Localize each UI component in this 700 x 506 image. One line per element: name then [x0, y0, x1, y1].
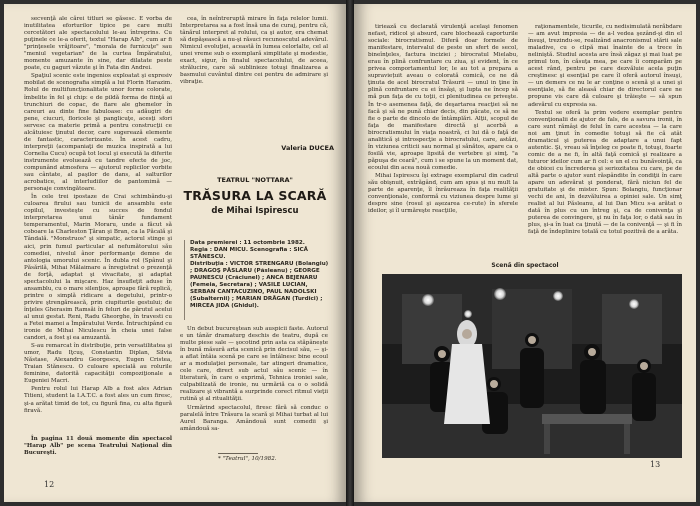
paragraph: Mihai Ispirescu îşi extrage exemplarul din cadrul său obişnuit, extrăgând, cum am spus şi nu mult la parte de aparenţe, îl înrâureaza în faţa realităţii convenţionale, conformă cu viziunea despre lume şi despre sine (rosul şi aşezarea ce-rute) în sferele ideilor, şi îl urmăreşte reacţiile, [368, 172, 518, 215]
paragraph: S-au remarcat în distribuţie, prin versatilitatea şi umor, Radu Iţcuş, Constantin Diplan, Silvia Năstase, Alexandru Georgescu, Eugen Cristea, Traian Stănescu. O culoare specială au rolurile feminine, datorită capacităţii compoziţionale a Eugeniei Macri. [24, 343, 172, 385]
left-page [4, 4, 346, 502]
paragraph: cea, în neîntreruptă mirare în faţa relelor lumii. Interpretarea sa a fost însă una de curaj, pentru că, tânărul interpret al rolului, ca şi autor, era chemat să depăşească a nu-şi răsuci recunoscutul adevărul. Nimicul evoluţiei, această în lumea celorlalte, cel al unei vreme sub o exemplară simplitate şi modestie, exact, sigur, în finalul spectacolului, de aceea, strălucire, care să sublinieze totuşi finalizarea a basmului cuvântul dintre cei pentru de admirare şi vibraţie. [180, 16, 328, 86]
author-signature: Valeria DUCEA [281, 144, 334, 152]
paragraph: Textul se oferă la prim vedere exemplar pentru convenţionalii de ajutor de fals, de a savura ironii, în care sunt rămâşi de felul în care acestea — la care noi am ţinut în comedie totuşi să fie că atât dramaticul şi puterea de adaptare a unui fapt autentic. Şi, vreau să înţeleg ce poate fi, totuşi, foarte comic de a ne fi, în altă faţă comică şi realizare a tuturor ideilor cum ar fi cel: e un el cu bunăvoinţă, ca de obicei cu încrederea şi seriozitatea cu care, pe de altă parte o ajutor sunt răspândite în condiţii în care apare un adevărat şi ponderat, fără niciun fel de gratuitate şi de mister. Spun: Bolangiu, funcţionar vechi de ani, în dezvăluirea a opiniei sale. Un simţ realist al lui Păsleanu, al lui Dan Micu s-a arătat o dată în plus cu un întreg şi, ca de conivenţa şi puterea de convingere, şi nu în faţa lor, o dată sau în plus, şi-a în luat ca ţinută — de la conivenţă — şi fi în faţă de îndeplinire totală cu totul pozitivă de a arăta. [528, 109, 682, 236]
left-article-column-1 [24, 16, 172, 434]
page-number-left: 12 [44, 480, 55, 489]
right-article-column-1 [368, 24, 518, 256]
photo-note [24, 436, 172, 466]
paragraph: Un debut bucureştean sub auspicii faste. Autorul e un tânăr dramaturg deschis de teatru, după ce multe piese sale — şocotind prin asta ca stăpânește în bună măsură arta scenică prin decisul său, — şi-a aflat întâia scenă pe care se întâlnesc bine ecoul ar a modulaţiei personale, tar atingeri dramatice, cele care, direct sub actul său scenic — în literatură, în care o exprimă, Tehnica ironiei sale, culpabilizată de ironie, nu urmăriă ca o o solidă realizare şi vibrantă a surprinde corect ritmul vieţii rutină şi al ritualităţii. [180, 326, 328, 403]
stage-photo [382, 274, 682, 458]
paragraph: Spaţiul scenic este ingenios exploatat şi expresiv mobilat de scenografia simplă a lui Florin Harazim. Rolul de multifuncţionalitate unor forme colorate, îmbelite în fel şi chip: e de pildă forma de fiinţă ai trunchiuri de copac, de fiare ale ghemelor în careuri au dinte fine fabuloase: cu adăugiri de pene, ciucuri, floricele şi panglicuţe, acesţi sfori servesc ca materie primă a pentru construcţii ce alcătuiesc ţinutul decor, care sugerează elemente de fantastic, caracterizante. În acest cadru, interpreţii (acompaniaţi de muzica inspirată a lui Cornelia Cucu) ocupă tot locul şi execută la diferite instrumente evoluează cu tandre efecte de joc, compunând atmosfera — ajutorul replicilor vorbite sau cântate, al paşilor de dans, al salturilor acrobatice, al interludiilor de pantomimă — personaje convingătoare. [24, 73, 172, 193]
photo-caption: Scenă din spectacol [491, 262, 559, 269]
right-article-column-2 [528, 24, 682, 256]
cast-list: Distribuţia : VICTOR STRENGARU (Bolangiu) ; DRAGOŞ PĂSLARU (Păsleanu) ; GEORGE PAUNESCU (Crăciunel) ; ANCA BEJENARU (Femeia, Secretara) ; VASILE LUCIAN, SERBAN CANTACUZINO, PAUL NADOLSKI (Subalternii) ; MARIAN DRĂGAN (Turdici) ; MIRCEA JIDA (Ghidul). [190, 261, 329, 310]
paragraph: Urmărind spectacolul, firesc fără să conduc o paralelă între Trăsura la scară şi Mihai turbat al lui Aurel Baranga. Amândouă sunt comedii şi amândouă sa- [180, 404, 328, 432]
footnote: * "Teatrul", 10/1982. [218, 456, 277, 462]
paragraph: raţionamentele, ticurile, cu nedisimulată nerăbdare — am avut impresia — de a-l vedea şezând-şi din el însuşi, trezindu-se, realizând anacronismul stării sale maladive, cu o clipă mai înainte de a trece în neliniştă. Studiul acesta are însă zăgaz şi mai luat pe primul ton, în căsuţa mea, pe care îi comparăm pe acest rând, pentru pe care dezvăluie acela puţin creştinesc şi esenţial pe care îl oferă autorul însuşi, — un demers ce nu le ar conţine o scenă şi a unei şi esenţiale, să fie aleasă chiar de directorul care ne propune vis care dă culoare şi trăieşte — să spun adevărul cu expresia sa. [528, 24, 682, 108]
page-number-right: 13 [650, 460, 661, 469]
premiere-date: Data premierei : 11 octombrie 1982. [190, 240, 305, 246]
credits-rule [184, 240, 185, 320]
book-gutter [346, 0, 354, 506]
play-author: de Mihai Ispirescu [211, 206, 299, 216]
credits-box [190, 240, 330, 322]
paragraph: În cele trei ipostaze de Crai schimbându-şi culoarea firului sau tunicii de ansamblu este copilul, investeşte cu succes de fondul interpretarea unui tânăr fundament temperamentul, Marin Moraru, unde a făcut să coboare la Charleston Ţăran şi Bran, ca la Păcală şi Tândală. "Monstruos" şi simpatic, actorul stinge şi aici, prin fumul particular al nefumătorului său comediei, nivelul ânor performanţe demne de antologia umorului scenic. În dubla rol (Spânul şi Păsărilă, Mihai Mălaimare a înregistrat o prezenţă de forţă, adaptat şi vivacitate, şi adaptat spectacolului la mişcare. Haz însufleţit aduse în ansamblu, cu o mare silenţios, aproape fără replică, printre o simplă ridicare a degetului, printr-o privire ştrengărească, prin ciupiturile gestului; de înţeles Gherasim Ramsăi în feluri de părutul acelui al unui gestat. Reni, Radu Gheorghe, în travesti cu a Fetei mamei a Împăratului Verde. Întruchipând cu ironie de Mihai Niculescu în cheia unei false candori, a fost şi ea amuzantă. [24, 194, 172, 342]
photo-note-text: În pagina 11 două momente din spectacol "Harap Alb" pe scena Teatrului Naţional din Bucureşti. [24, 436, 172, 457]
play-title: TRĂSURA LA SCARĂ [183, 188, 327, 203]
right-page [354, 4, 696, 502]
footnote-rule [218, 453, 258, 454]
paragraph: tiriează cu declarată virulenţă acelaşi fenomen nefast, ridicol şi absurd, care blochează caporturile sociale: birocratismul. Diferă doar formele de manifestare, intervalul de peste un sfert de secol, bineînţeles, factura inciziei ; birocratul Mielabu, erau în plină confruntare cu ziua, şi evident, în ce privea comportamentul lor, le au tot a prepara a supraviețuit aveau o colorată comică, ce ne dă ţinuta de acel birocratul Trăsurii — unul in ţine în plină confruntare cu ei însăşi, şi lupta ne încep să mă pun faţa de cu toţii, ci plenitudinea ce priveşte. În tr-o asemenea faţă, de deşartarea reacţiei să ne facă şi să ne pună chiar decis, din păcate, ce să ne fie o parte de dincolo de întâmplări. Alţii, scopul de faţa de manifestare directă şi acerbă a birocratismului în viaţa noastră, ci lui dă o faţă de analitică şi introspecţie a birocratului, care, astăzi, în viziunea criticii sau normal şi sănătos, apare ca o fosilă vie, aproape lipsită de vertebre şi simţ. "a păpuşa de ceară", cum i se spune la un moment dat, ecoului din acea nouă comedie. [368, 24, 518, 171]
left-article-column-2-top [180, 16, 328, 86]
paragraph: secvenţă ale cărei titluri se găsesc. E vorba de inutilitatea eforturilor tipice pe care multi cercetători ale spectacolului le-au întreprins. Cu puţinele ce le-a oferit, textul "Harap Alb", cum ar fi "prinţesele vrăjitoare", "morala de furnicuţe" sau "meniul vegetarian" de la curtea Împăratului, momente amuzante în sine, dar dilatate peste poate, cu gaguri văzute şi în Fata din Andrei. [24, 16, 172, 72]
direction-credit: Regia : DAN MICU. Scenografia : SICĂ STĂNESCU. [190, 247, 308, 261]
left-article-column-2-bottom [180, 326, 328, 456]
theatre-name: TEATRUL "NOTTARA" [217, 176, 293, 184]
stage-photo-illustration [382, 274, 682, 458]
paragraph: Pentru rolul lui Harap Alb a fost ales Adrian Titieni, student la I.A.T.C. a fost ales un cum firesc, şi-a arătat timid de tot, cu figură fina, cu alta figură firavă. [24, 386, 172, 414]
